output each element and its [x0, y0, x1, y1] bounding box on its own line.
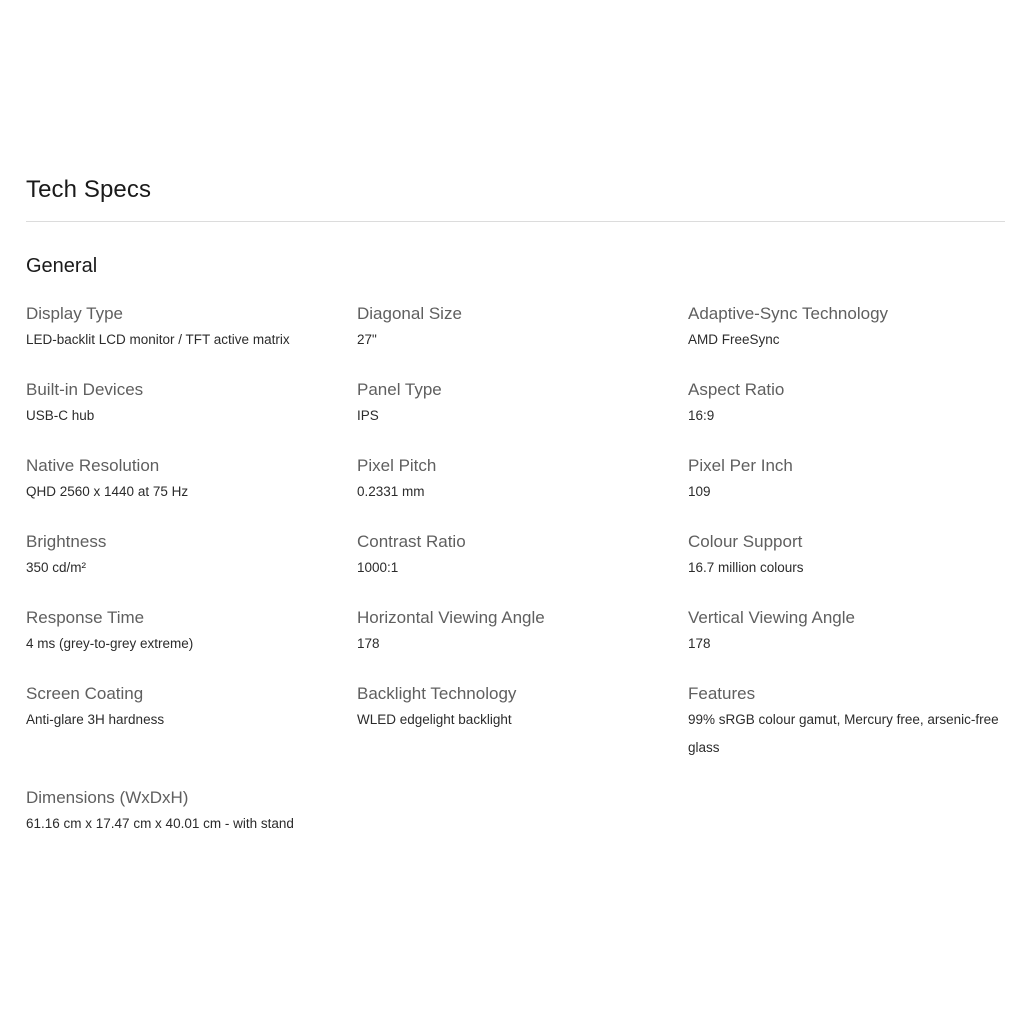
spec-value: 16.7 million colours [688, 560, 804, 575]
spec-value: 109 [688, 484, 711, 499]
spec-item-screen-coating [26, 682, 357, 786]
spec-label: Built-in Devices [26, 380, 144, 399]
spec-item-adaptive-sync [688, 302, 1019, 378]
spec-label: Pixel Pitch [357, 456, 437, 475]
spec-value: 61.16 cm x 17.47 cm x 40.01 cm - with stand [26, 816, 294, 831]
spec-item-display-type [26, 302, 357, 378]
spec-item-response-time [26, 606, 357, 682]
section-title-general: General [26, 255, 98, 277]
spec-row [26, 530, 1016, 606]
spec-row [26, 302, 1016, 378]
spec-value: LED-backlit LCD monitor / TFT active matrix [26, 332, 290, 347]
spec-item-backlight-technology [357, 682, 688, 786]
spec-item-native-resolution [26, 454, 357, 530]
spec-label: Brightness [26, 532, 107, 551]
spec-item-aspect-ratio [688, 378, 1019, 454]
spec-item-contrast-ratio [357, 530, 688, 606]
spec-grid [26, 302, 1016, 862]
spec-label: Backlight Technology [357, 684, 517, 703]
spec-value: WLED edgelight backlight [357, 712, 512, 727]
spec-item-brightness [26, 530, 357, 606]
spec-label: Aspect Ratio [688, 380, 785, 399]
spec-item-dimensions [26, 786, 366, 862]
spec-value: IPS [357, 408, 379, 423]
spec-value: 4 ms (grey-to-grey extreme) [26, 636, 194, 651]
spec-label: Native Resolution [26, 456, 160, 475]
spec-value: Anti-glare 3H hardness [26, 712, 165, 727]
spec-value: 99% sRGB colour gamut, Mercury free, arsenic-free glass [688, 712, 999, 755]
spec-label: Display Type [26, 304, 124, 323]
spec-value: 27" [357, 332, 377, 347]
spec-row [26, 786, 1016, 862]
spec-row [26, 378, 1016, 454]
spec-label: Features [688, 684, 756, 703]
spec-label: Screen Coating [26, 684, 144, 703]
spec-value: USB-C hub [26, 408, 95, 423]
spec-value: AMD FreeSync [688, 332, 780, 347]
spec-label: Pixel Per Inch [688, 456, 793, 475]
spec-value: 178 [688, 636, 711, 651]
spec-value: 178 [357, 636, 380, 651]
spec-label: Adaptive-Sync Technology [688, 304, 889, 323]
spec-item-diagonal-size [357, 302, 688, 378]
spec-item-panel-type [357, 378, 688, 454]
spec-value: 1000:1 [357, 560, 399, 575]
spec-label: Dimensions (WxDxH) [26, 788, 189, 807]
page-title: Tech Specs [26, 176, 152, 203]
spec-item-vertical-viewing-angle [688, 606, 1019, 682]
spec-item-colour-support [688, 530, 1019, 606]
spec-label: Response Time [26, 608, 145, 627]
spec-label: Diagonal Size [357, 304, 462, 323]
spec-label: Vertical Viewing Angle [688, 608, 855, 627]
spec-item-pixel-pitch [357, 454, 688, 530]
spec-value: 0.2331 mm [357, 484, 425, 499]
spec-label: Panel Type [357, 380, 442, 399]
spec-label: Horizontal Viewing Angle [357, 608, 545, 627]
spec-label: Contrast Ratio [357, 532, 466, 551]
spec-row [26, 606, 1016, 682]
spec-value: 350 cd/m² [26, 560, 87, 575]
spec-item-built-in-devices [26, 378, 357, 454]
spec-item-pixel-per-inch [688, 454, 1019, 530]
spec-row [26, 454, 1016, 530]
title-divider [26, 221, 1005, 222]
spec-row [26, 682, 1016, 786]
spec-value: 16:9 [688, 408, 715, 423]
spec-label: Colour Support [688, 532, 803, 551]
spec-item-horizontal-viewing-angle [357, 606, 688, 682]
spec-value: QHD 2560 x 1440 at 75 Hz [26, 484, 189, 499]
spec-item-features [688, 682, 1019, 786]
